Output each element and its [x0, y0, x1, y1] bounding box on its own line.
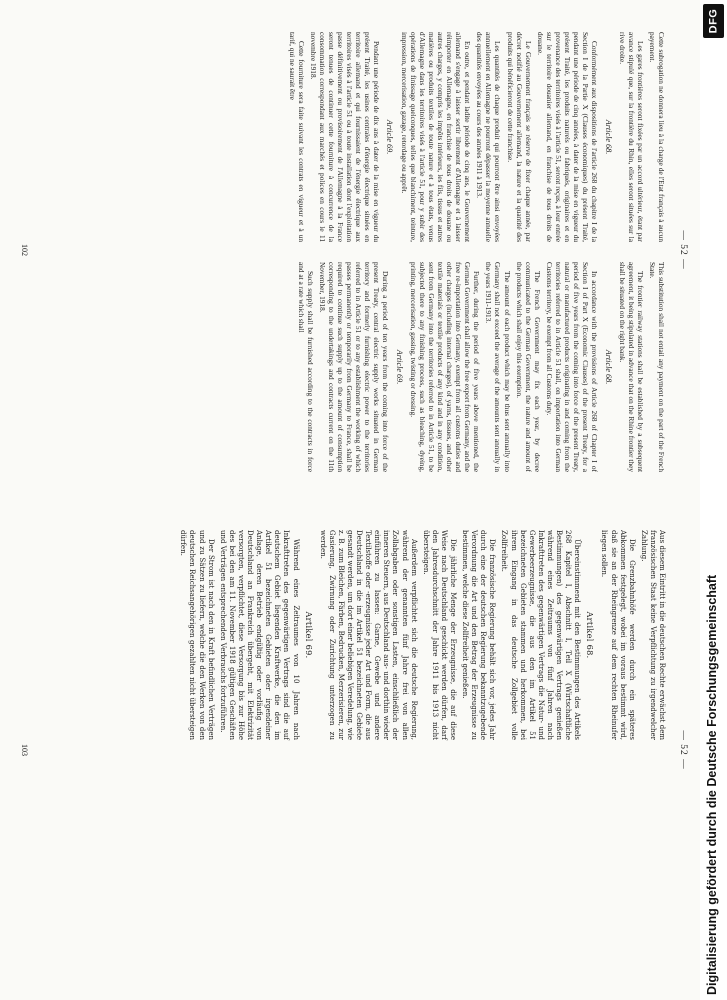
german-column	[175, 530, 666, 740]
article-heading: Article 69.	[394, 349, 404, 385]
paragraph: Further, during the period of five years above mentioned, the German Government shall allow the free export from Germany, and the free re-importation into Germany, exempt from all customs duties and other charges (including internal charges), of yarns, tissues, and other textile materials or textile products of any kind and in any condition, sent from Germany into the territories referred to in Article 51, to be subjected there to any finishing process, such as bleaching, dyeing, printing, mercerisation, gassing, twisting or dressing.	[408, 262, 482, 472]
article-heading: Artikel 68.	[585, 611, 596, 659]
paragraph: Die französische Regierung behält sich vor, jedes Jahr durch eine der deutschen Regierung bekanntzugebende Verordnung die Art und den Betrag der Erzeugnisse zu bestimmen, welche diese Zollfreiheit genießen.	[461, 530, 497, 740]
article-heading: Article 69.	[385, 119, 395, 155]
article-heading: Article 68.	[603, 119, 613, 155]
paragraph: Le Gouvernement français se réserve de fixer chaque année, par décret notifié au Gouvernement allemand, la nature et la quantité des produits qui bénéficieront de cette franchise.	[505, 32, 533, 242]
left-page	[0, 0, 700, 500]
page-footer-number: 103	[20, 744, 29, 756]
paragraph: In accordance with the provisions of Article 268 of Chapter I of Section I of Part X (Economic Clauses) of the present Treaty, for a period of five years from the coming into force of the present Treaty, natural or manufactured products originating in and coming from the territories referred to in Article 51 shall, on importation into German Customs territory, be exempt from all Customs duty.	[544, 262, 600, 472]
paragraph: Conformément aux dispositions de l'article 268 du chapitre I de la Section I de la Partie X (Clauses économiques) du présent Traité, pendant une période de cinq années, à dater de la mise en vigueur du présent Traité, les produits naturels ou fabriqués, originaires et en provenance des territoires visés à l'article 51, seront reçus, à leur entrée sur le territoire douanier allemand, en franchise de tous droits de douane.	[535, 32, 600, 242]
paragraph: Such supply shall be furnished according to the contracts in force and at a rate which shall	[296, 262, 315, 472]
paragraph: Cette fourniture sera faite suivant les contrats en vigueur et à un tarif, qui ne saurait être	[287, 32, 306, 242]
english-column	[294, 262, 666, 472]
paragraph: The French Government may fix each year, by decree communicated to the German Government, the nature and amount of the products which shall enjoy this exemption.	[514, 262, 542, 472]
paragraph: The amount of each product which may be thus sent annually into Germany shall not exceed the average of the amounts sent annually in the years 1911-1913.	[484, 262, 512, 472]
paragraph: Der Strom ist nach den in Kraft befindlichen Verträgen und zu Sätzen zu liefern, welche die den Werken von den deutschen Reichsangehörigen gezahlten nicht übersteigen dürfen.	[179, 530, 215, 740]
article-heading: Artikel 69.	[303, 611, 314, 659]
paragraph: Außerdem verpflichtet sich die deutsche Regierung, während der genannten fünf Jahre frei von allen Zollabgaben oder sonstigen Lasten, einschließlich der inneren Steuern, aus Deutschland aus- und dorthin wieder einführen zu lassen: Garne, Gewebe und andere Textilstoffe oder -erzeugnisse jeder Art und Form, die aus Deutschland in die im Artikel 51 bezeichneten Gebiete gesandt werden, um dort einer beliebigen Veredelung, wie z. B. zum Bleichen, Färben, Bedrucken, Merzerisieren, zur Gasierung, Zwirnung oder Zurichtung unterzogen zu werden.	[318, 530, 418, 740]
page-footer-number: 102	[20, 244, 29, 256]
paragraph: Übereinstimmend mit den Bestimmungen des Artikels 268 Kapitel I, Abschnitt I, Teil X (Wirtschaftliche Bestimmungen) des gegenwärtigen Vertrags genießen während eines Zeitraums von fünf Jahren nach Inkrafttreten des gegenwärtigen Vertrags die Natur- und Gewerbeerzeugnisse, die aus den im Artikel 51 bezeichneten Gebieten stammen und herkommen, bei ihrem Eingang in das deutsche Zollgebiet volle Zollfreiheit.	[500, 530, 582, 740]
paragraph: Les quantités de chaque produit qui pourront être ainsi envoyées annuellement en Allemagne ne pourront dépasser la moyenne annuelle des quantités envoyées au cours des années 1911 à 1913.	[475, 32, 503, 242]
paragraph: Cette subrogation ne donnera lieu à la charge de l'Etat français à aucun payement.	[647, 32, 666, 242]
page-number: — 52 —	[678, 230, 688, 270]
article-heading: Article 68.	[603, 349, 613, 385]
digitization-credit-bar	[700, 0, 727, 1000]
paragraph: This substitution shall not entail any payment on the part of the French State.	[647, 262, 666, 472]
french-column	[284, 32, 666, 242]
dfg-logo-text: DFG	[707, 8, 720, 34]
right-page	[0, 500, 700, 1000]
page-number: — 52 —	[678, 730, 688, 770]
digitization-credit-text: Digitalisierung gefördert durch die Deutsche Forschungsgemeinschaft	[705, 574, 719, 995]
paragraph: Pendant une période de dix ans à dater de la mise en vigueur du présent Traité, les usines centrales d'énergie électrique situées en territoire allemand et qui fournissaient de l'énergie électrique aux territoires visés à l'article 51 ou à toute installation dont l'exploitation passe définitivement ou provisoirement de l'Allemagne à la France seront tenues de continuer cette fourniture à concurrence de la consommation correspondant aux marchés et polices en cours le 11 novembre 1918.	[308, 32, 382, 242]
paragraph: Les gares frontières seront fixées par un accord ultérieur, étant par avance stipulé que, sur la frontière du Rhin, elles seront situées sur la rive droite.	[617, 32, 645, 242]
paragraph: Aus diesem Eintritt in die deutschen Rechte erwächst dem französischen Staat keine Verpflichtung zu irgendwelcher Zahlung.	[639, 530, 666, 740]
paragraph: During a period of ten years from the coming into force of the present Treaty, central electric supply works situated in German territory and formerly furnishing electric power to the territories referred to in Article 51 or to any establishment the working of which passes permanently or temporarily from Germany to France, shall be required to continue such supply up to the amount of consumption corresponding to the undertakings and contracts current on the 11th November, 1918.	[317, 262, 391, 472]
paragraph: Die jährliche Menge der Erzeugnisse, die auf diese Weise nach Deutschland geschickt werden dürfen, darf den Jahresdurchschnitt der Jahre 1911 bis 1913 nicht übersteigen.	[421, 530, 458, 740]
paragraph: Die Grenzbahnhöfe werden durch ein späteres Abkommen festgelegt, wobei im voraus bestimmt wird, daß sie an der Rheingrenze auf dem rechten Rheinufer liegen sollen.	[600, 530, 636, 740]
paragraph: The frontier railway stations shall be established by a subsequent agreement, it being stipulated in advance that on the Rhine frontier they shall be situated on the right bank.	[617, 262, 645, 472]
paragraph: En outre, et pendant ladite période de cinq ans, le Gouvernement allemand s'engage à laisser sortir librement d'Allemagne et à laisser réimporter en Allemagne, en franchise de tous droits de douane ou autres charges, y compris les impôts intérieurs, les fils, tissus et autres matières ou produits textiles de toute nature et à tous états, venus d'Allemagne dans les territoires visés à l'article 51, pour y subir des opérations de finissage quelconques, telles que blanchiment, teinture, impression, mercerisation, gazage, retordage ou apprêt.	[399, 32, 473, 242]
paragraph: Während eines Zeitraumes von 10 Jahren nach Inkrafttreten des gegenwärtigen Vertrags sind die auf deutschem Gebiet liegenden Kraftwerke, die den im Artikel 51 bezeichneten Gebieten oder irgendeiner Anlage, deren Betrieb endgültig oder vorläufig von Deutschland an Frankreich übergeht, mit Elektrizität versorgten, verpflichtet, diese Versorgung bis zur Höhe des bei den am 11. November 1918 gültigen Geschäften und Verträgen entsprechenden Verbrauchs fortzuführen.	[218, 530, 300, 740]
